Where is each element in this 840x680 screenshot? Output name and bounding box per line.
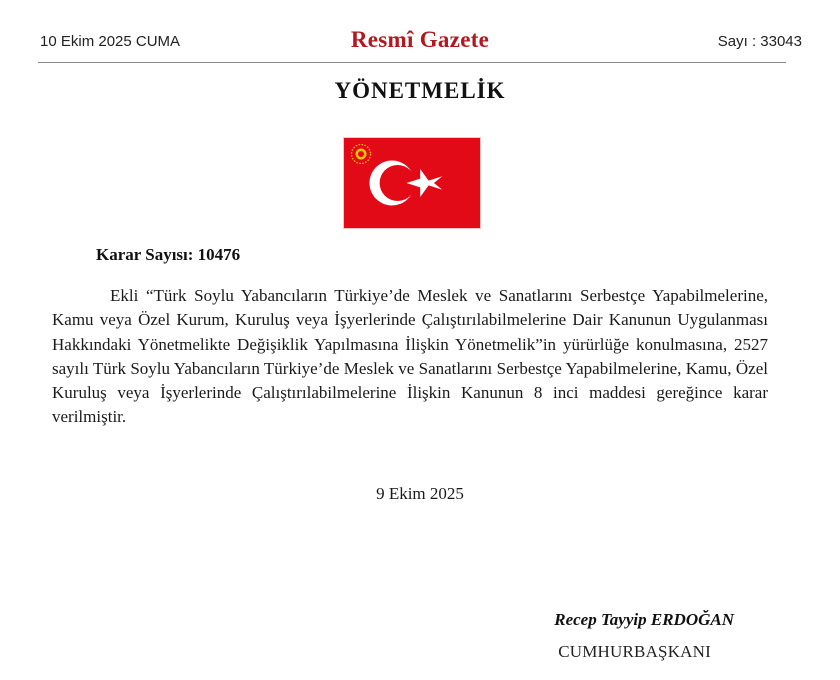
publication-date: 10 Ekim 2025 CUMA [40,33,181,50]
regulation-paragraph: Ekli “Türk Soylu Yabancıların Türkiye’de Meslek ve Sanatlarını Serbestçe Yapabilmelerine, Kamu veya Özel Kurum, Kuruluş veya İşyerlerinde Çalıştırılabilmelerine Dair Kanunun Uygulanması Hakkındaki Yönetmelikte Değişiklik Yapılmasına İlişkin Yönetmelik”in yürürlüğe konulmasına, 2527 sayılı Türk Soylu Yabancıların Türkiye’de Meslek ve Sanatlarını Serbestçe Yapabilmelerine, Kamu, Özel Kuruluş veya İşyerlerinde Çalıştırılabilmelerine İlişkin Kanunun 8 inci maddesi gereğince karar verilmiştir. [52,286,768,427]
signature-date: 9 Ekim 2025 [376,484,464,503]
turkish-flag-with-presidential-seal-icon [344,138,480,228]
gazette-name: Resmî Gazete [350,27,490,52]
header-divider [38,62,786,63]
section-title: YÖNETMELİK [334,78,506,103]
issue-number: Sayı : 33043 [717,33,802,50]
regulation-body [52,284,768,430]
decision-number: Karar Sayısı: 10476 [96,245,241,264]
gazette-header [0,0,840,70]
signer-title: CUMHURBAŞKANI [558,642,711,661]
signer-name: Recep Tayyip ERDOĞAN [554,610,734,629]
